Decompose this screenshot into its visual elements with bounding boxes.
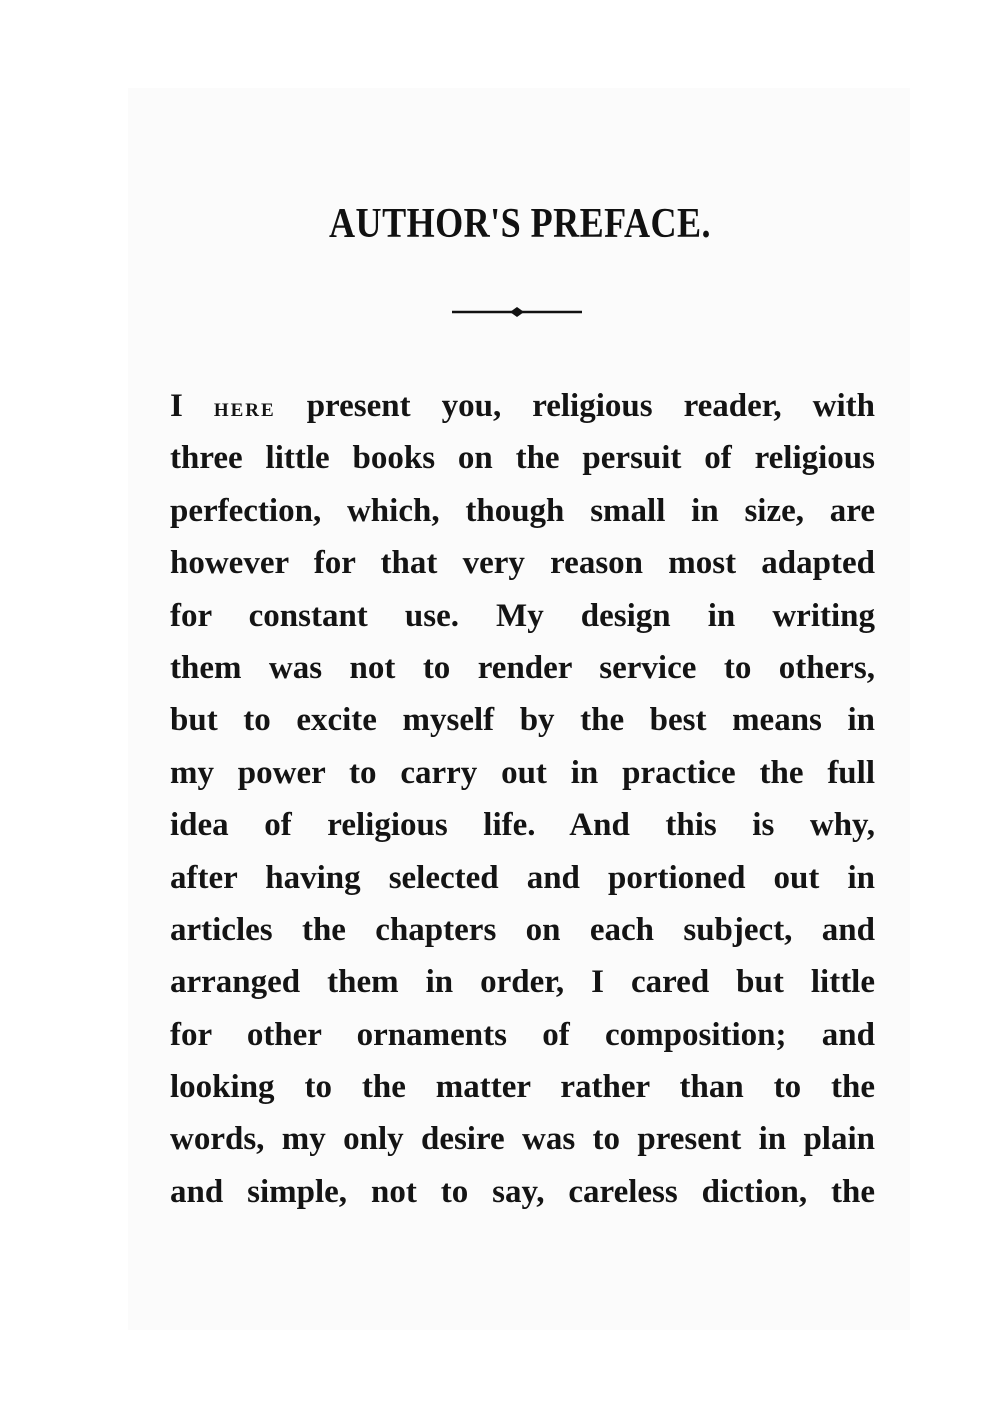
text-line-14: looking to the matter rather than to the (170, 1069, 875, 1106)
preface-paragraph (170, 380, 875, 1218)
first-word: I (170, 388, 183, 424)
text-line-1 (170, 380, 875, 432)
text-line-11: articles the chapters on each subject, and (170, 911, 875, 948)
text-line-10: after having selected and portioned out in (170, 859, 875, 896)
text-line-5: for constant use. My design in writing (170, 597, 875, 634)
text-line-16: and simple, not to say, careless diction, the (170, 1173, 875, 1210)
text-line-13: for other ornaments of composition; and (170, 1016, 875, 1053)
text-line-3: perfection, which, though small in size, are (170, 492, 875, 529)
ornament-divider-icon (452, 300, 582, 324)
page-title: AUTHOR'S PREFACE. (329, 201, 711, 247)
small-caps-word: here (213, 392, 276, 422)
line-text: present you, religious reader, with (306, 388, 875, 424)
text-line-7: but to excite myself by the best means in (170, 702, 875, 739)
text-line-6: them was not to render service to others, (170, 649, 875, 686)
text-line-4: however for that very reason most adapted (170, 545, 875, 582)
text-line-8: my power to carry out in practice the full (170, 754, 875, 791)
text-line-9: idea of religious life. And this is why, (170, 807, 875, 844)
text-line-2: three little books on the persuit of religious (170, 440, 875, 477)
text-line-15: words, my only desire was to present in plain (170, 1121, 875, 1158)
text-line-12: arranged them in order, I cared but little (170, 964, 875, 1001)
